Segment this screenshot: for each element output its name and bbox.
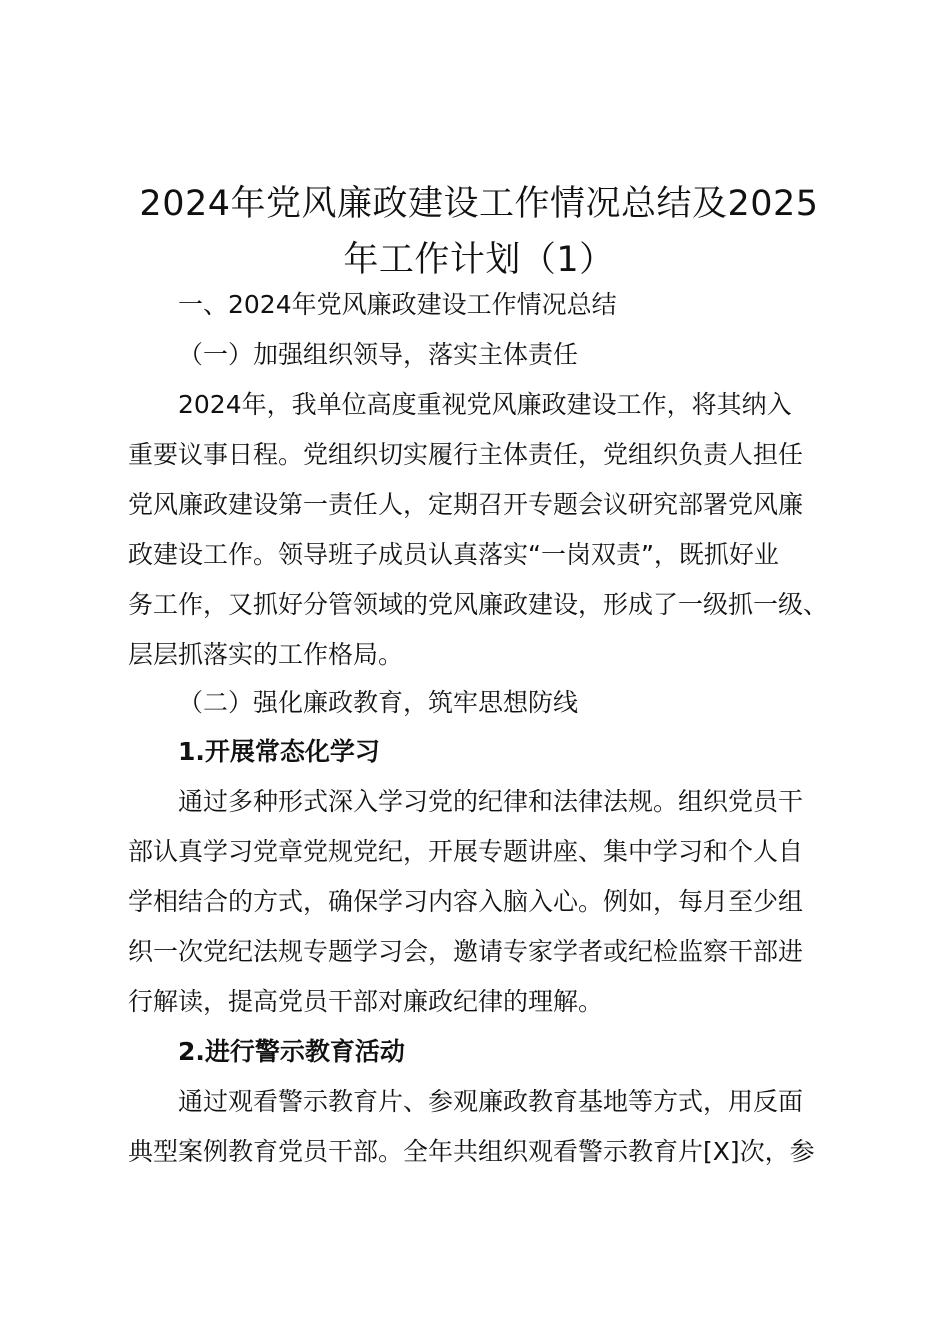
paragraph-line: 织一次党纪法规专题学习会，邀请专家学者或纪检监察干部进 — [128, 937, 804, 966]
paragraph-line: 2024年，我单位高度重视党风廉政建设工作，将其纳入 — [178, 390, 792, 419]
paragraph-line: 层层抓落实的工作格局。 — [128, 640, 404, 669]
paragraph-line: 通过观看警示教育片、参观廉政教育基地等方式，用反面 — [178, 1087, 804, 1116]
item-heading-2: 2.进行警示教育活动 — [178, 1037, 405, 1066]
section-heading-1: 一、2024年党风廉政建设工作情况总结 — [178, 290, 617, 319]
paragraph-line: 典型案例教育党员干部。全年共组织观看警示教育片[X]次，参 — [128, 1137, 815, 1166]
paragraph-line: 党风廉政建设第一责任人，定期召开专题会议研究部署党风廉 — [128, 490, 804, 519]
paragraph-line: 通过多种形式深入学习党的纪律和法律法规。组织党员干 — [178, 787, 804, 816]
document-title: 2024年党风廉政建设工作情况总结及2025年工作计划（1） — [139, 184, 819, 280]
paragraph-line: 行解读，提高党员干部对廉政纪律的理解。 — [128, 987, 604, 1016]
paragraph-line: 部认真学习党章党规党纪，开展专题讲座、集中学习和个人自 — [128, 837, 804, 866]
paragraph-line: 重要议事日程。党组织切实履行主体责任，党组织负责人担任 — [128, 440, 804, 469]
paragraph-line: 学相结合的方式，确保学习内容入脑入心。例如，每月至少组 — [128, 887, 804, 916]
paragraph-line: 政建设工作。领导班子成员认真落实“一岗双责”，既抓好业 — [128, 540, 779, 569]
subsection-heading-2: （二）强化廉政教育，筑牢思想防线 — [178, 688, 579, 717]
item-heading-1: 1.开展常态化学习 — [178, 737, 380, 766]
subsection-heading-1: （一）加强组织领导，落实主体责任 — [178, 340, 579, 369]
paragraph-line: 务工作，又抓好分管领域的党风廉政建设，形成了一级抓一级、 — [128, 590, 829, 619]
